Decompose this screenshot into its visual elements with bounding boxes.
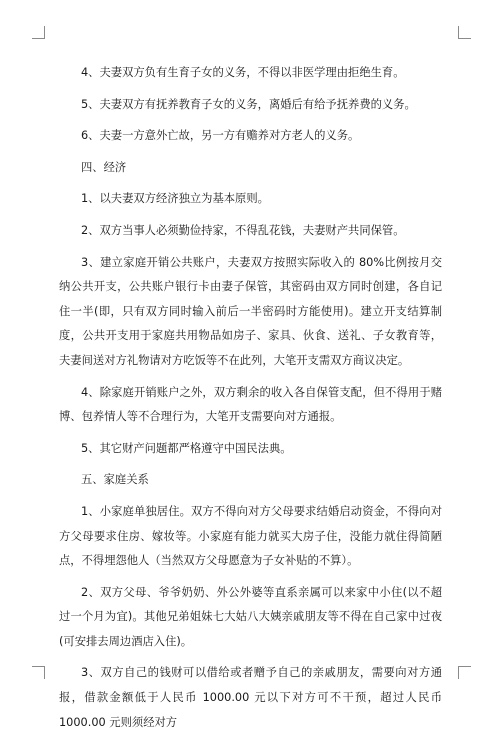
economy-clause-2: 2、双方当事人必须勤俭持家，不得乱花钱，夫妻财产共同保管。 xyxy=(81,223,405,237)
economy-clause-3: 3、建立家庭开销公共账户，夫妻双方按照实际收入的 80%比例按月交纳公共开支，公共账户银行卡由妻子保管，其密码由双方同时创建，各自记住一半(即，只有双方同时输入前后一半密码时方能使用)。建立开支结算制度，公共开支用于家庭共用物品如房子、家具、伙食、送礼、子女教育等，夫妻间送对方礼物请对方吃饭等不在此列，大笔开支需双方商议决定。 xyxy=(59,255,442,367)
economy-clause-1: 1、以夫妻双方经济独立为基本原则。 xyxy=(81,192,269,206)
clause-5-child-support: 5、夫妻双方有抚养教育子女的义务，离婚后有给予抚养费的义务。 xyxy=(81,97,416,111)
page-corner-mark-bottom-right xyxy=(458,666,471,679)
clause-6-elder-care: 6、夫妻一方意外亡故，另一方有赡养对方老人的义务。 xyxy=(81,129,360,143)
document-body xyxy=(59,61,442,742)
family-clause-1: 1、小家庭单独居住。双方不得向对方父母要求结婚启动资金，不得向对方父母要求住房、嫁妆等。小家庭有能力就买大房子住，没能力就住得简陋点，不得埋怨他人（当然双方父母愿意为子女补贴的不算）。 xyxy=(59,504,442,568)
section-heading-family: 五、家庭关系 xyxy=(81,473,149,487)
page-corner-mark-bottom-left xyxy=(32,666,45,679)
economy-clause-5: 5、其它财产问题都严格遵守中国民法典。 xyxy=(81,441,292,455)
family-clause-3: 3、双方自己的钱财可以借给或者赠予自己的亲戚朋友，需要向对方通报，借款金额低于人民币 1000.00 元以下对方可不干预，超过人民币 1000.00 元则须经对方 xyxy=(59,666,442,729)
page-corner-mark-top-right xyxy=(458,26,471,39)
page-corner-mark-top-left xyxy=(32,26,45,39)
clause-4-childbearing: 4、夫妻双方负有生育子女的义务，不得以非医学理由拒绝生育。 xyxy=(81,66,405,79)
section-heading-economy: 四、经济 xyxy=(81,160,127,174)
economy-clause-4: 4、除家庭开销账户之外，双方剩余的收入各自保管支配，但不得用于赌博、包养情人等不合理行为，大笔开支需要向对方通报。 xyxy=(59,385,442,424)
family-clause-2: 2、双方父母、爷爷奶奶、外公外婆等直系亲属可以来家中小住(以不超过一个月为宜)。其他兄弟姐妹七大姑八大姨亲戚朋友等不得在自己家中过夜(可安排去周边酒店入住)。 xyxy=(59,585,442,648)
